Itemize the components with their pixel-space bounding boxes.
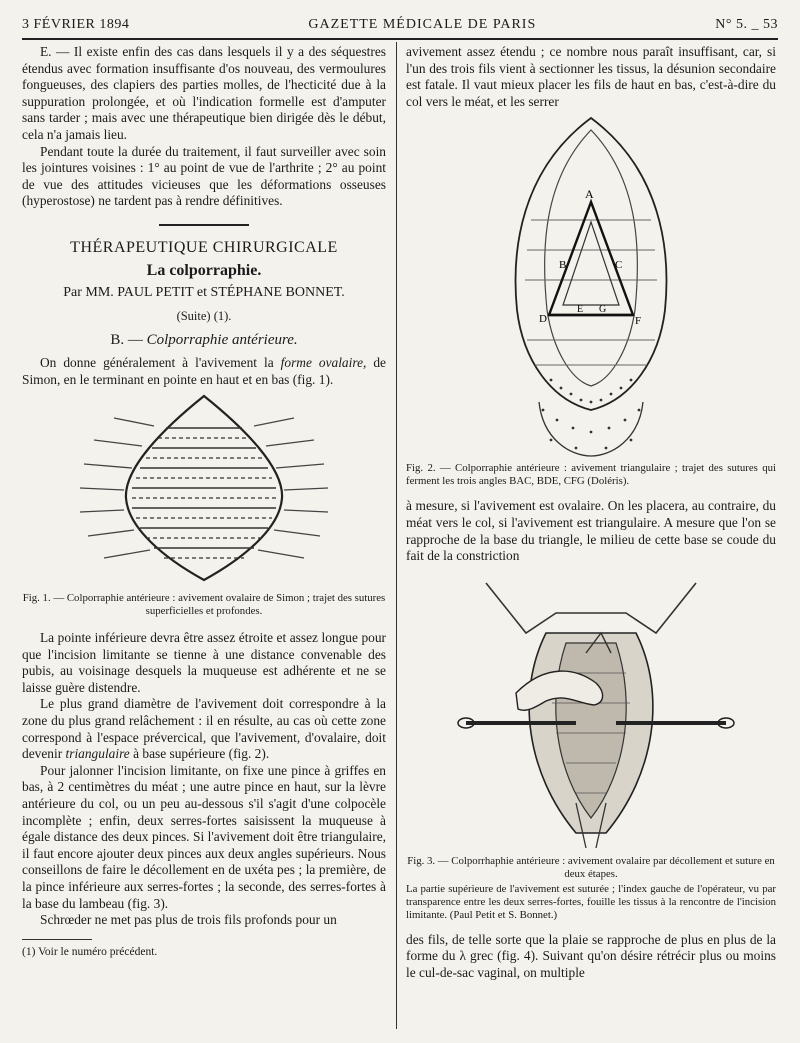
right-paragraph-2: à mesure, si l'avivement est ovalaire. On les placera, au contraire, du méat vers le col, si l'avivement est triangulaire. A mesure que l'on se rapproche de la base du triangle, le milieu de cette base se coude du fait de la constriction	[406, 498, 776, 564]
figure-1-oval-incision	[54, 388, 354, 588]
article-title: La colporraphie.	[146, 261, 262, 279]
fig2-label-g: G	[599, 304, 607, 316]
article-suite: (Suite) (1).	[176, 308, 232, 323]
right-paragraph-3: des fils, de telle sorte que la plaie se rapproche de plus en plus de la forme du λ grec (fig. 4). Suivant qu'on désire rétrécir plus ou moins le cul-de-sac vaginal, on multiple	[406, 931, 776, 980]
column-rule	[396, 42, 397, 1029]
header-date: 3 FÉVRIER 1894	[22, 17, 130, 32]
figure-3-surgical-illustration	[426, 573, 756, 853]
para3-part-a: On donne généralement à l'avivement la	[40, 354, 274, 370]
right-paragraph-1: avivement assez étendu ; ce nombre nous paraît insuffisant, car, si l'un des trois fils vient à sectionner les tissus, la désunion secondaire est fatale. Il vaut mieux placer les fils de haut en bas, c'est-à-dire du col vers le méat, et les serrer	[406, 44, 776, 109]
section-separator	[159, 224, 249, 226]
figure-2-triangular-incision	[431, 110, 751, 460]
fig2-label-c: C	[615, 259, 623, 272]
figure-1-caption: Fig. 1. — Colporraphie antérieure : avivement ovalaire de Simon ; trajet des sutures superficielles et profondes.	[22, 592, 386, 618]
left-paragraph-4: La pointe inférieure devra être assez étroite et assez longue pour que l'incision limitante se tienne à une distance convenable des pubis, au voisinage desquels la muqueuse est adhérente et ne se laisse guère distendre.	[22, 630, 386, 695]
left-paragraph-6: Pour jalonner l'incision limitante, on fixe une pince à griffes en bas, à 2 centimètres du méat ; une autre pince en haut, sur la lèvre antérieure du col, ou un peu au-dessous s'il s'agit d'une colpocèle incomplète ; enfin, deux serres-fortes saisissent la muqueuse à égale distance des deux pinces. Si l'avivement doit être triangulaire, il faut encore ajouter deux pinces aux deux angles supérieurs. Nous conseillons de faire le décollement en de uxéta pes ; la première, de la pince inférieure aux serres-fortes ; la seconde, des serres-fortes à la base du lambeau (fig. 3).	[22, 762, 386, 911]
header-rule	[22, 38, 778, 40]
para5-emphasis: triangulaire	[65, 746, 130, 762]
left-paragraph-7: Schrœder ne met pas plus de trois fils profonds pour un	[40, 912, 337, 928]
article-authors: Par MM. PAUL PETIT et STÉPHANE BONNET.	[63, 285, 345, 301]
left-column	[22, 44, 386, 960]
subsection-title: Colporraphie antérieure.	[146, 332, 298, 349]
para3-emphasis: forme ovalaire	[280, 354, 364, 370]
footnote-rule	[22, 939, 92, 940]
subsection-heading	[22, 332, 386, 349]
left-paragraph-5	[22, 696, 386, 762]
fig2-label-a: A	[585, 187, 594, 202]
subsection-letter: B. —	[110, 332, 143, 349]
left-paragraph-3	[22, 355, 386, 388]
para5-part-c: à base supérieure (fig. 2).	[129, 746, 270, 762]
left-paragraph-2: Pendant toute la durée du traitement, il faut surveiller avec soin les jointures voisines : 1° au point de vue de l'arthrite ; 2° au point de vue des attitudes vicieuses que les déformations osseuses (hyperostose) ne tardent pas à rendre définitives.	[22, 143, 386, 209]
page-header	[22, 14, 778, 36]
section-heading: THÉRAPEUTIQUE CHIRURGICALE	[70, 238, 338, 256]
header-journal: GAZETTE MÉDICALE DE PARIS	[308, 17, 537, 32]
figure-2-caption: Fig. 2. — Colporraphie antérieure : avivement triangulaire ; trajet des sutures qui ferment les trois angles BAC, BDE, CFG (Doléris).	[406, 462, 776, 488]
figure-3-caption-2: La partie supérieure de l'avivement est suturée ; l'index gauche de l'opérateur, vu par transparence entre les deux serres-fortes, fouille les tissus à la rencontre de l'incision limitante. (Paul Petit et S. Bonnet.)	[406, 882, 776, 921]
fig2-label-b: B	[559, 259, 567, 272]
figure-3-caption-1: Fig. 3. — Colporrhaphie antérieure : avivement ovalaire par décollement et suture en deux étapes.	[407, 854, 775, 880]
header-number: N° 5. _ 53	[715, 17, 778, 32]
footnote: (1) Voir le numéro précédent.	[22, 945, 158, 958]
fig2-label-e: E	[577, 304, 584, 316]
para3-part-c: , de Simon, en le terminant en pointe en haut et en bas (fig. 1).	[22, 354, 386, 387]
left-paragraph-1: E. — Il existe enfin des cas dans lesquels il y a des séquestres étendus avec formation insuffisante d'os nouveau, des vermoulures fongueuses, des clapiers des parties molles, de l'hecticité due à la suppuration prolongée, et où l'indication formelle est d'amputer sans tarder ; mais avec une thérapeutique bien dirigée dès le début, cela n'a jamais lieu.	[22, 44, 386, 142]
para5-part-a: Le plus grand diamètre de l'avivement doit correspondre à la zone du plus grand relâchement : il en résulte, au cas où cette zone correspond à l'espace prévercical, que l'avivement, d'ovalaire, doit devenir	[22, 696, 386, 762]
fig2-label-d: D	[539, 313, 547, 326]
right-column	[406, 44, 776, 982]
fig2-label-f: F	[635, 315, 642, 328]
